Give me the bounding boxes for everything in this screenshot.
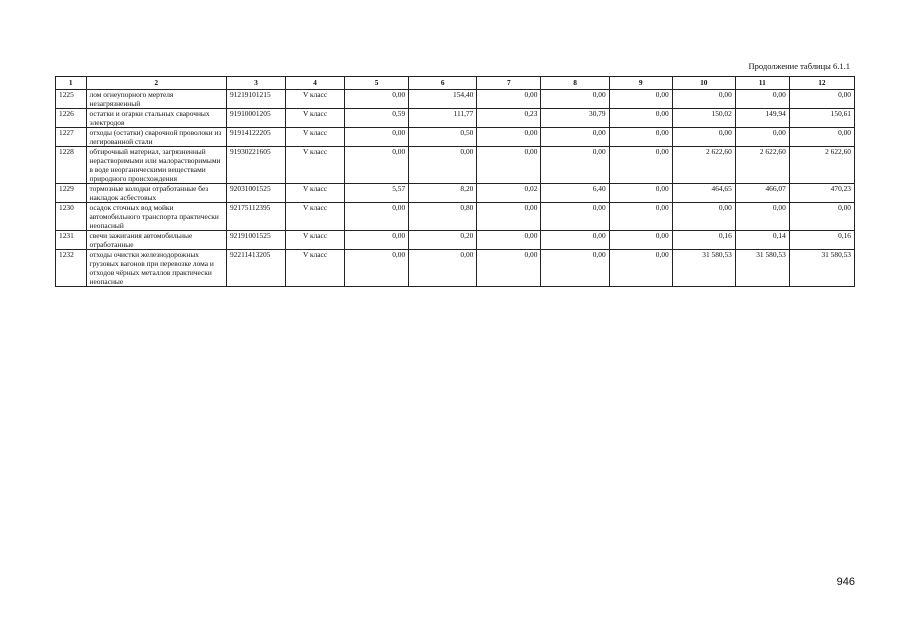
waste-code: 91219101215 [226,90,285,109]
value-col11: 0,00 [735,128,789,147]
column-header: 1 [56,77,87,90]
header-row [56,77,855,90]
waste-name: отходы очистки железнодорожных грузовых вагонов при перевозке лома и отходов чёрных металлов практически неопасные [86,250,226,287]
table-row [56,109,855,128]
hazard-class: V класс [286,128,345,147]
waste-code: 92031001525 [226,184,285,203]
value-col5: 0,00 [345,147,409,184]
column-header: 6 [409,77,477,90]
value-col11: 0,14 [735,231,789,250]
value-col11: 0,00 [735,203,789,231]
column-header: 9 [609,77,672,90]
value-col10: 0,00 [672,90,735,109]
waste-name: тормозные колодки отработанные без накладок асбестовых [86,184,226,203]
value-col7: 0,00 [477,250,541,287]
value-col8: 0,00 [541,250,609,287]
value-col8: 0,00 [541,90,609,109]
hazard-class: V класс [286,203,345,231]
value-col10: 0,16 [672,231,735,250]
value-col5: 0,00 [345,231,409,250]
table-row [56,184,855,203]
value-col5: 0,00 [345,90,409,109]
value-col7: 0,00 [477,128,541,147]
column-header: 5 [345,77,409,90]
value-col5: 0,00 [345,203,409,231]
value-col12: 2 622,60 [789,147,854,184]
value-col10: 0,00 [672,128,735,147]
row-number: 1230 [56,203,87,231]
value-col7: 0,02 [477,184,541,203]
value-col11: 149,94 [735,109,789,128]
waste-code: 92191001525 [226,231,285,250]
value-col6: 154,40 [409,90,477,109]
hazard-class: V класс [286,250,345,287]
value-col11: 2 622,60 [735,147,789,184]
waste-code: 91910001205 [226,109,285,128]
value-col11: 466,07 [735,184,789,203]
value-col6: 111,77 [409,109,477,128]
value-col12: 31 580,53 [789,250,854,287]
value-col8: 0,00 [541,231,609,250]
value-col7: 0,00 [477,203,541,231]
value-col10: 464,65 [672,184,735,203]
row-number: 1227 [56,128,87,147]
table-row [56,203,855,231]
value-col10: 31 580,53 [672,250,735,287]
value-col7: 0,23 [477,109,541,128]
waste-code: 92211413205 [226,250,285,287]
row-number: 1229 [56,184,87,203]
value-col11: 0,00 [735,90,789,109]
value-col12: 470,23 [789,184,854,203]
row-number: 1225 [56,90,87,109]
column-header: 8 [541,77,609,90]
row-number: 1232 [56,250,87,287]
value-col12: 0,00 [789,203,854,231]
waste-name: обтирочный материал, загрязненный нерастворимыми или малорастворимыми в воде неорганическими веществами природного происхождения [86,147,226,184]
value-col9: 0,00 [609,184,672,203]
column-header: 2 [86,77,226,90]
page-number: 946 [836,576,855,588]
row-number: 1228 [56,147,87,184]
value-col9: 0,00 [609,231,672,250]
table-row [56,128,855,147]
value-col8: 0,00 [541,147,609,184]
value-col6: 0,00 [409,147,477,184]
value-col10: 150,02 [672,109,735,128]
waste-name: осадок сточных вод мойки автомобильного транспорта практически неопасный [86,203,226,231]
value-col7: 0,00 [477,231,541,250]
waste-code: 91914122205 [226,128,285,147]
table-row [56,250,855,287]
column-header: 7 [477,77,541,90]
table-row [56,90,855,109]
hazard-class: V класс [286,109,345,128]
column-header: 10 [672,77,735,90]
row-number: 1226 [56,109,87,128]
table-row [56,231,855,250]
column-header: 4 [286,77,345,90]
hazard-class: V класс [286,147,345,184]
value-col9: 0,00 [609,203,672,231]
value-col5: 0,59 [345,109,409,128]
row-number: 1231 [56,231,87,250]
waste-table [55,76,855,287]
column-header: 12 [789,77,854,90]
value-col6: 0,80 [409,203,477,231]
value-col7: 0,00 [477,147,541,184]
waste-name: лом огнеупорного мертеля незагрязненный [86,90,226,109]
value-col7: 0,00 [477,90,541,109]
value-col5: 0,00 [345,250,409,287]
waste-name: отходы (остатки) сварочной проволоки из легированной стали [86,128,226,147]
value-col8: 30,79 [541,109,609,128]
waste-code: 92175112395 [226,203,285,231]
value-col8: 0,00 [541,203,609,231]
column-header: 11 [735,77,789,90]
table-caption: Продолжение таблицы 6.1.1 [748,61,850,71]
waste-name: остатки и огарки стальных сварочных электродов [86,109,226,128]
value-col6: 0,20 [409,231,477,250]
value-col10: 0,00 [672,203,735,231]
value-col12: 0,16 [789,231,854,250]
value-col12: 0,00 [789,128,854,147]
value-col8: 0,00 [541,128,609,147]
value-col6: 0,50 [409,128,477,147]
value-col6: 8,20 [409,184,477,203]
value-col12: 0,00 [789,90,854,109]
value-col12: 150,61 [789,109,854,128]
waste-code: 91930221605 [226,147,285,184]
column-header: 3 [226,77,285,90]
value-col9: 0,00 [609,147,672,184]
hazard-class: V класс [286,231,345,250]
value-col6: 0,00 [409,250,477,287]
value-col9: 0,00 [609,90,672,109]
table-row [56,147,855,184]
value-col9: 0,00 [609,109,672,128]
waste-name: свечи зажигания автомобильные отработанные [86,231,226,250]
value-col5: 0,00 [345,128,409,147]
value-col10: 2 622,60 [672,147,735,184]
hazard-class: V класс [286,184,345,203]
value-col9: 0,00 [609,250,672,287]
hazard-class: V класс [286,90,345,109]
value-col5: 5,57 [345,184,409,203]
value-col8: 6,40 [541,184,609,203]
value-col9: 0,00 [609,128,672,147]
value-col11: 31 580,53 [735,250,789,287]
